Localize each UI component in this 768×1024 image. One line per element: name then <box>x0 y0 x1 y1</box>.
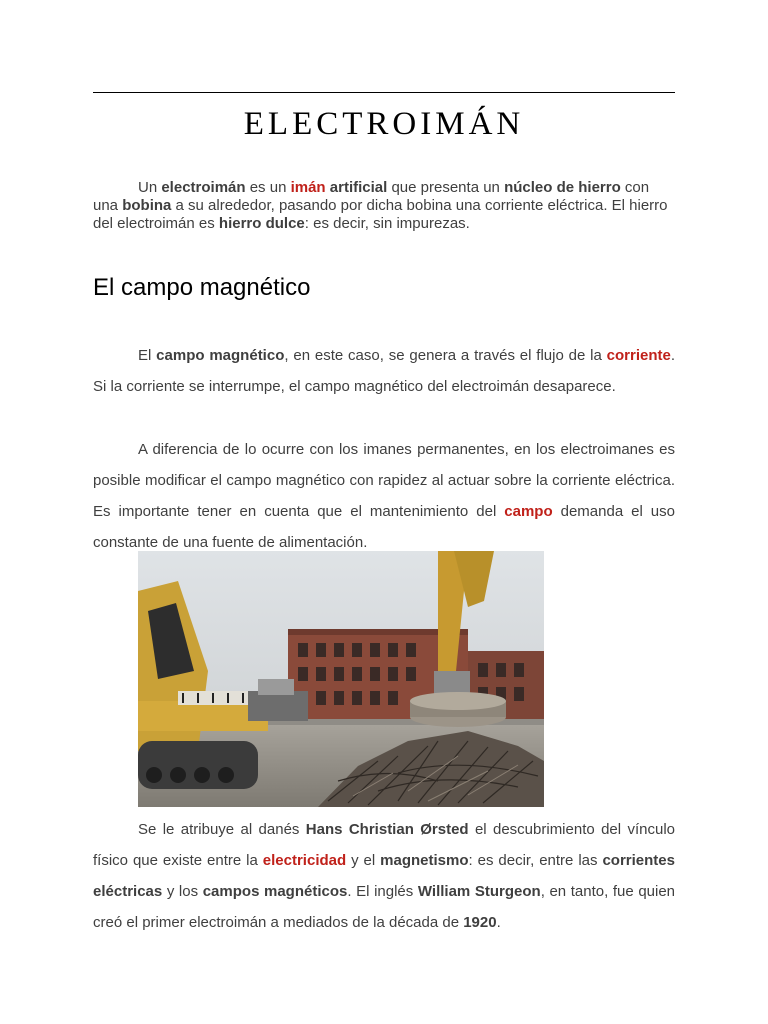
bold-term: 1920 <box>463 914 497 931</box>
text: es un <box>245 179 291 196</box>
text: con una <box>93 179 650 214</box>
section-heading: El campo magnético <box>93 274 311 301</box>
document-title: ELECTROIMÁN <box>243 106 525 142</box>
text: el descubrimiento del vínculo físico que existe entre la <box>93 821 675 869</box>
text: Se le atribuye al danés <box>138 821 306 838</box>
text: a su alrededor, pasando por dicha bobina una corriente eléctrica. El hierro del electroimán es <box>93 197 668 232</box>
bold-term: campo magnético <box>156 347 285 364</box>
text: . Si la corriente se interrumpe, el campo magnético del electroimán desaparece. <box>93 347 676 395</box>
bold-term: núcleo de hierro <box>504 179 621 196</box>
paragraph-diferencia <box>93 434 675 558</box>
electromagnet-crane-photo <box>138 551 544 807</box>
top-rule <box>93 92 675 93</box>
bold-term: hierro dulce <box>218 215 305 232</box>
text: , en este caso, se genera a través el flujo de la <box>284 347 607 364</box>
text: . El inglés <box>347 883 418 900</box>
bold-term: electroimán <box>161 179 246 196</box>
text: que presenta un <box>387 179 505 196</box>
link-campo[interactable]: campo <box>504 503 553 520</box>
link-corriente[interactable]: corriente <box>606 347 671 364</box>
bold-term: bobina <box>122 197 172 214</box>
paragraph-campo <box>93 340 675 402</box>
bold-term: campos magnéticos <box>202 883 348 900</box>
text: y los <box>162 883 203 900</box>
bold-term: corrientes eléctricas <box>93 852 675 900</box>
paragraph-historia <box>93 814 675 938</box>
text: . <box>496 914 501 931</box>
bold-term: artificial <box>329 179 388 196</box>
intro-paragraph <box>93 179 675 233</box>
bold-term: Hans Christian Ørsted <box>305 821 469 838</box>
text: , en tanto, fue quien creó el primer electroimán a mediados de la década de <box>93 883 676 931</box>
link-electricidad[interactable]: electricidad <box>262 852 347 869</box>
text: : es decir, entre las <box>468 852 603 869</box>
bold-term: magnetismo <box>380 852 469 869</box>
bold-term: William Sturgeon <box>417 883 541 900</box>
link-iman[interactable]: imán <box>290 179 326 196</box>
text: y el <box>346 852 381 869</box>
text: Un <box>138 179 162 196</box>
text: El <box>138 347 157 364</box>
photo-illustration <box>138 551 544 807</box>
text: : es decir, sin impurezas. <box>304 215 470 232</box>
text: demanda el uso constante de una fuente de alimentación. <box>93 503 675 551</box>
text: A diferencia de lo ocurre con los imanes permanentes, en los electroimanes es posible modificar el campo magnético con rapidez al actuar sobre la corriente eléctrica. Es importante tener en cuenta que el mantenimiento del <box>93 441 675 520</box>
